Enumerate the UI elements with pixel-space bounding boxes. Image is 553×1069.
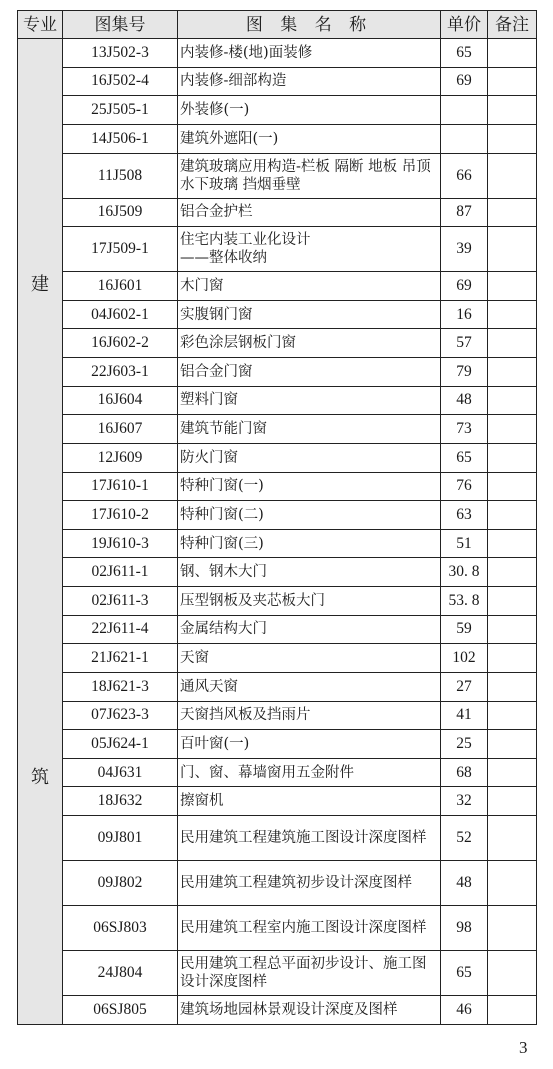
code-cell: 16J509: [63, 198, 178, 227]
code-cell: 09J801: [63, 816, 178, 861]
table-header-row: [18, 11, 537, 39]
note-cell: [488, 358, 537, 387]
name-cell: 天窗: [178, 644, 441, 673]
name-cell: 民用建筑工程室内施工图设计深度图样: [178, 906, 441, 951]
note-cell: [488, 529, 537, 558]
name-cell: 建筑场地园林景观设计深度及图样: [178, 996, 441, 1025]
header-code: 图集号: [63, 11, 178, 39]
price-cell: 46: [441, 996, 488, 1025]
code-cell: 24J804: [63, 951, 178, 996]
note-cell: [488, 153, 537, 198]
name-cell: 木门窗: [178, 272, 441, 301]
code-cell: 17J610-1: [63, 472, 178, 501]
note-cell: [488, 443, 537, 472]
price-cell: 27: [441, 672, 488, 701]
price-cell: 59: [441, 615, 488, 644]
note-cell: [488, 951, 537, 996]
code-cell: 17J509-1: [63, 227, 178, 272]
note-cell: [488, 96, 537, 125]
table-row: [18, 816, 537, 861]
table-row: [18, 730, 537, 759]
price-cell: 65: [441, 951, 488, 996]
price-cell: 30. 8: [441, 558, 488, 587]
price-cell: 102: [441, 644, 488, 673]
table-row: [18, 443, 537, 472]
name-cell: 通风天窗: [178, 672, 441, 701]
table-row: [18, 96, 537, 125]
price-cell: 51: [441, 529, 488, 558]
table-row: [18, 386, 537, 415]
table-row: [18, 472, 537, 501]
code-cell: 12J609: [63, 443, 178, 472]
code-cell: 21J621-1: [63, 644, 178, 673]
note-cell: [488, 615, 537, 644]
code-cell: 02J611-1: [63, 558, 178, 587]
note-cell: [488, 67, 537, 96]
table-row: [18, 644, 537, 673]
table-row: [18, 951, 537, 996]
code-cell: 18J632: [63, 787, 178, 816]
note-cell: [488, 558, 537, 587]
table-row: [18, 996, 537, 1025]
note-cell: [488, 787, 537, 816]
name-cell: 特种门窗(一): [178, 472, 441, 501]
price-cell: 76: [441, 472, 488, 501]
table-row: [18, 272, 537, 301]
price-cell: 41: [441, 701, 488, 730]
code-cell: 04J602-1: [63, 300, 178, 329]
name-cell: 建筑节能门窗: [178, 415, 441, 444]
header-name: 图 集 名 称: [178, 11, 441, 39]
note-cell: [488, 861, 537, 906]
table-row: [18, 124, 537, 153]
price-cell: 48: [441, 386, 488, 415]
code-cell: 22J611-4: [63, 615, 178, 644]
note-cell: [488, 386, 537, 415]
price-cell: 63: [441, 501, 488, 530]
code-cell: 19J610-3: [63, 529, 178, 558]
table-row: [18, 529, 537, 558]
note-cell: [488, 415, 537, 444]
price-cell: 98: [441, 906, 488, 951]
price-cell: 87: [441, 198, 488, 227]
table-row: [18, 701, 537, 730]
table-row: [18, 758, 537, 787]
code-cell: 05J624-1: [63, 730, 178, 759]
major-char: 筑: [31, 766, 49, 788]
price-cell: 73: [441, 415, 488, 444]
price-cell: 52: [441, 816, 488, 861]
name-cell: 擦窗机: [178, 787, 441, 816]
name-cell: 铝合金护栏: [178, 198, 441, 227]
name-cell: 铝合金门窗: [178, 358, 441, 387]
note-cell: [488, 329, 537, 358]
table-row: [18, 198, 537, 227]
name-cell: 内装修-楼(地)面装修: [178, 39, 441, 68]
name-cell: 内装修-细部构造: [178, 67, 441, 96]
note-cell: [488, 300, 537, 329]
price-cell: 57: [441, 329, 488, 358]
code-cell: 22J603-1: [63, 358, 178, 387]
note-cell: [488, 39, 537, 68]
table-row: [18, 358, 537, 387]
code-cell: 16J604: [63, 386, 178, 415]
name-cell: 百叶窗(一): [178, 730, 441, 759]
note-cell: [488, 730, 537, 759]
name-cell: 住宅内装工业化设计 ——整体收纳: [178, 227, 441, 272]
name-cell: 特种门窗(三): [178, 529, 441, 558]
note-cell: [488, 816, 537, 861]
name-cell: 塑料门窗: [178, 386, 441, 415]
note-cell: [488, 272, 537, 301]
note-cell: [488, 587, 537, 616]
table-body: [18, 39, 537, 1025]
name-cell: 实腹钢门窗: [178, 300, 441, 329]
table-row: [18, 501, 537, 530]
price-cell: 53. 8: [441, 587, 488, 616]
price-cell: 79: [441, 358, 488, 387]
code-cell: 16J601: [63, 272, 178, 301]
name-cell: 特种门窗(二): [178, 501, 441, 530]
header-price: 单价: [441, 11, 488, 39]
table-row: [18, 153, 537, 198]
price-cell: 32: [441, 787, 488, 816]
note-cell: [488, 996, 537, 1025]
price-cell: 25: [441, 730, 488, 759]
table-row: [18, 329, 537, 358]
table-row: [18, 558, 537, 587]
price-cell: 65: [441, 443, 488, 472]
table-row: [18, 415, 537, 444]
note-cell: [488, 701, 537, 730]
name-cell: 压型钢板及夹芯板大门: [178, 587, 441, 616]
code-cell: 11J508: [63, 153, 178, 198]
name-cell: 民用建筑工程总平面初步设计、施工图设计深度图样: [178, 951, 441, 996]
name-cell: 民用建筑工程建筑施工图设计深度图样: [178, 816, 441, 861]
header-note: 备注: [488, 11, 537, 39]
table-row: [18, 227, 537, 272]
code-cell: 16J602-2: [63, 329, 178, 358]
price-cell: 68: [441, 758, 488, 787]
code-cell: 16J502-4: [63, 67, 178, 96]
name-cell: 外装修(一): [178, 96, 441, 125]
note-cell: [488, 644, 537, 673]
name-cell: 门、窗、幕墙窗用五金附件: [178, 758, 441, 787]
name-cell: 金属结构大门: [178, 615, 441, 644]
major-char: 建: [31, 274, 49, 296]
note-cell: [488, 124, 537, 153]
code-cell: 07J623-3: [63, 701, 178, 730]
code-cell: 16J607: [63, 415, 178, 444]
atlas-catalog-table: [17, 10, 537, 1025]
table-row: [18, 67, 537, 96]
price-cell: [441, 124, 488, 153]
name-cell: 钢、钢木大门: [178, 558, 441, 587]
price-cell: 69: [441, 67, 488, 96]
table-row: [18, 39, 537, 68]
code-cell: 14J506-1: [63, 124, 178, 153]
code-cell: 04J631: [63, 758, 178, 787]
price-cell: 16: [441, 300, 488, 329]
price-cell: [441, 96, 488, 125]
note-cell: [488, 906, 537, 951]
code-cell: 09J802: [63, 861, 178, 906]
price-cell: 66: [441, 153, 488, 198]
major-cell: [18, 39, 63, 1025]
note-cell: [488, 501, 537, 530]
price-cell: 69: [441, 272, 488, 301]
code-cell: 18J621-3: [63, 672, 178, 701]
note-cell: [488, 227, 537, 272]
name-cell: 建筑外遮阳(一): [178, 124, 441, 153]
code-cell: 06SJ805: [63, 996, 178, 1025]
name-cell: 天窗挡风板及挡雨片: [178, 701, 441, 730]
table-row: [18, 787, 537, 816]
table-row: [18, 906, 537, 951]
table-row: [18, 615, 537, 644]
page-number: 3: [519, 1038, 528, 1057]
note-cell: [488, 672, 537, 701]
code-cell: 25J505-1: [63, 96, 178, 125]
code-cell: 02J611-3: [63, 587, 178, 616]
name-cell: 民用建筑工程建筑初步设计深度图样: [178, 861, 441, 906]
name-cell: 彩色涂层钢板门窗: [178, 329, 441, 358]
note-cell: [488, 758, 537, 787]
code-cell: 06SJ803: [63, 906, 178, 951]
name-cell: 防火门窗: [178, 443, 441, 472]
note-cell: [488, 198, 537, 227]
table-row: [18, 587, 537, 616]
table-row: [18, 300, 537, 329]
table-row: [18, 672, 537, 701]
header-major: 专业: [18, 11, 63, 39]
price-cell: 65: [441, 39, 488, 68]
code-cell: 13J502-3: [63, 39, 178, 68]
table-row: [18, 861, 537, 906]
code-cell: 17J610-2: [63, 501, 178, 530]
price-cell: 39: [441, 227, 488, 272]
note-cell: [488, 472, 537, 501]
price-cell: 48: [441, 861, 488, 906]
name-cell: 建筑玻璃应用构造-栏板 隔断 地板 吊顶 水下玻璃 挡烟垂壁: [178, 153, 441, 198]
